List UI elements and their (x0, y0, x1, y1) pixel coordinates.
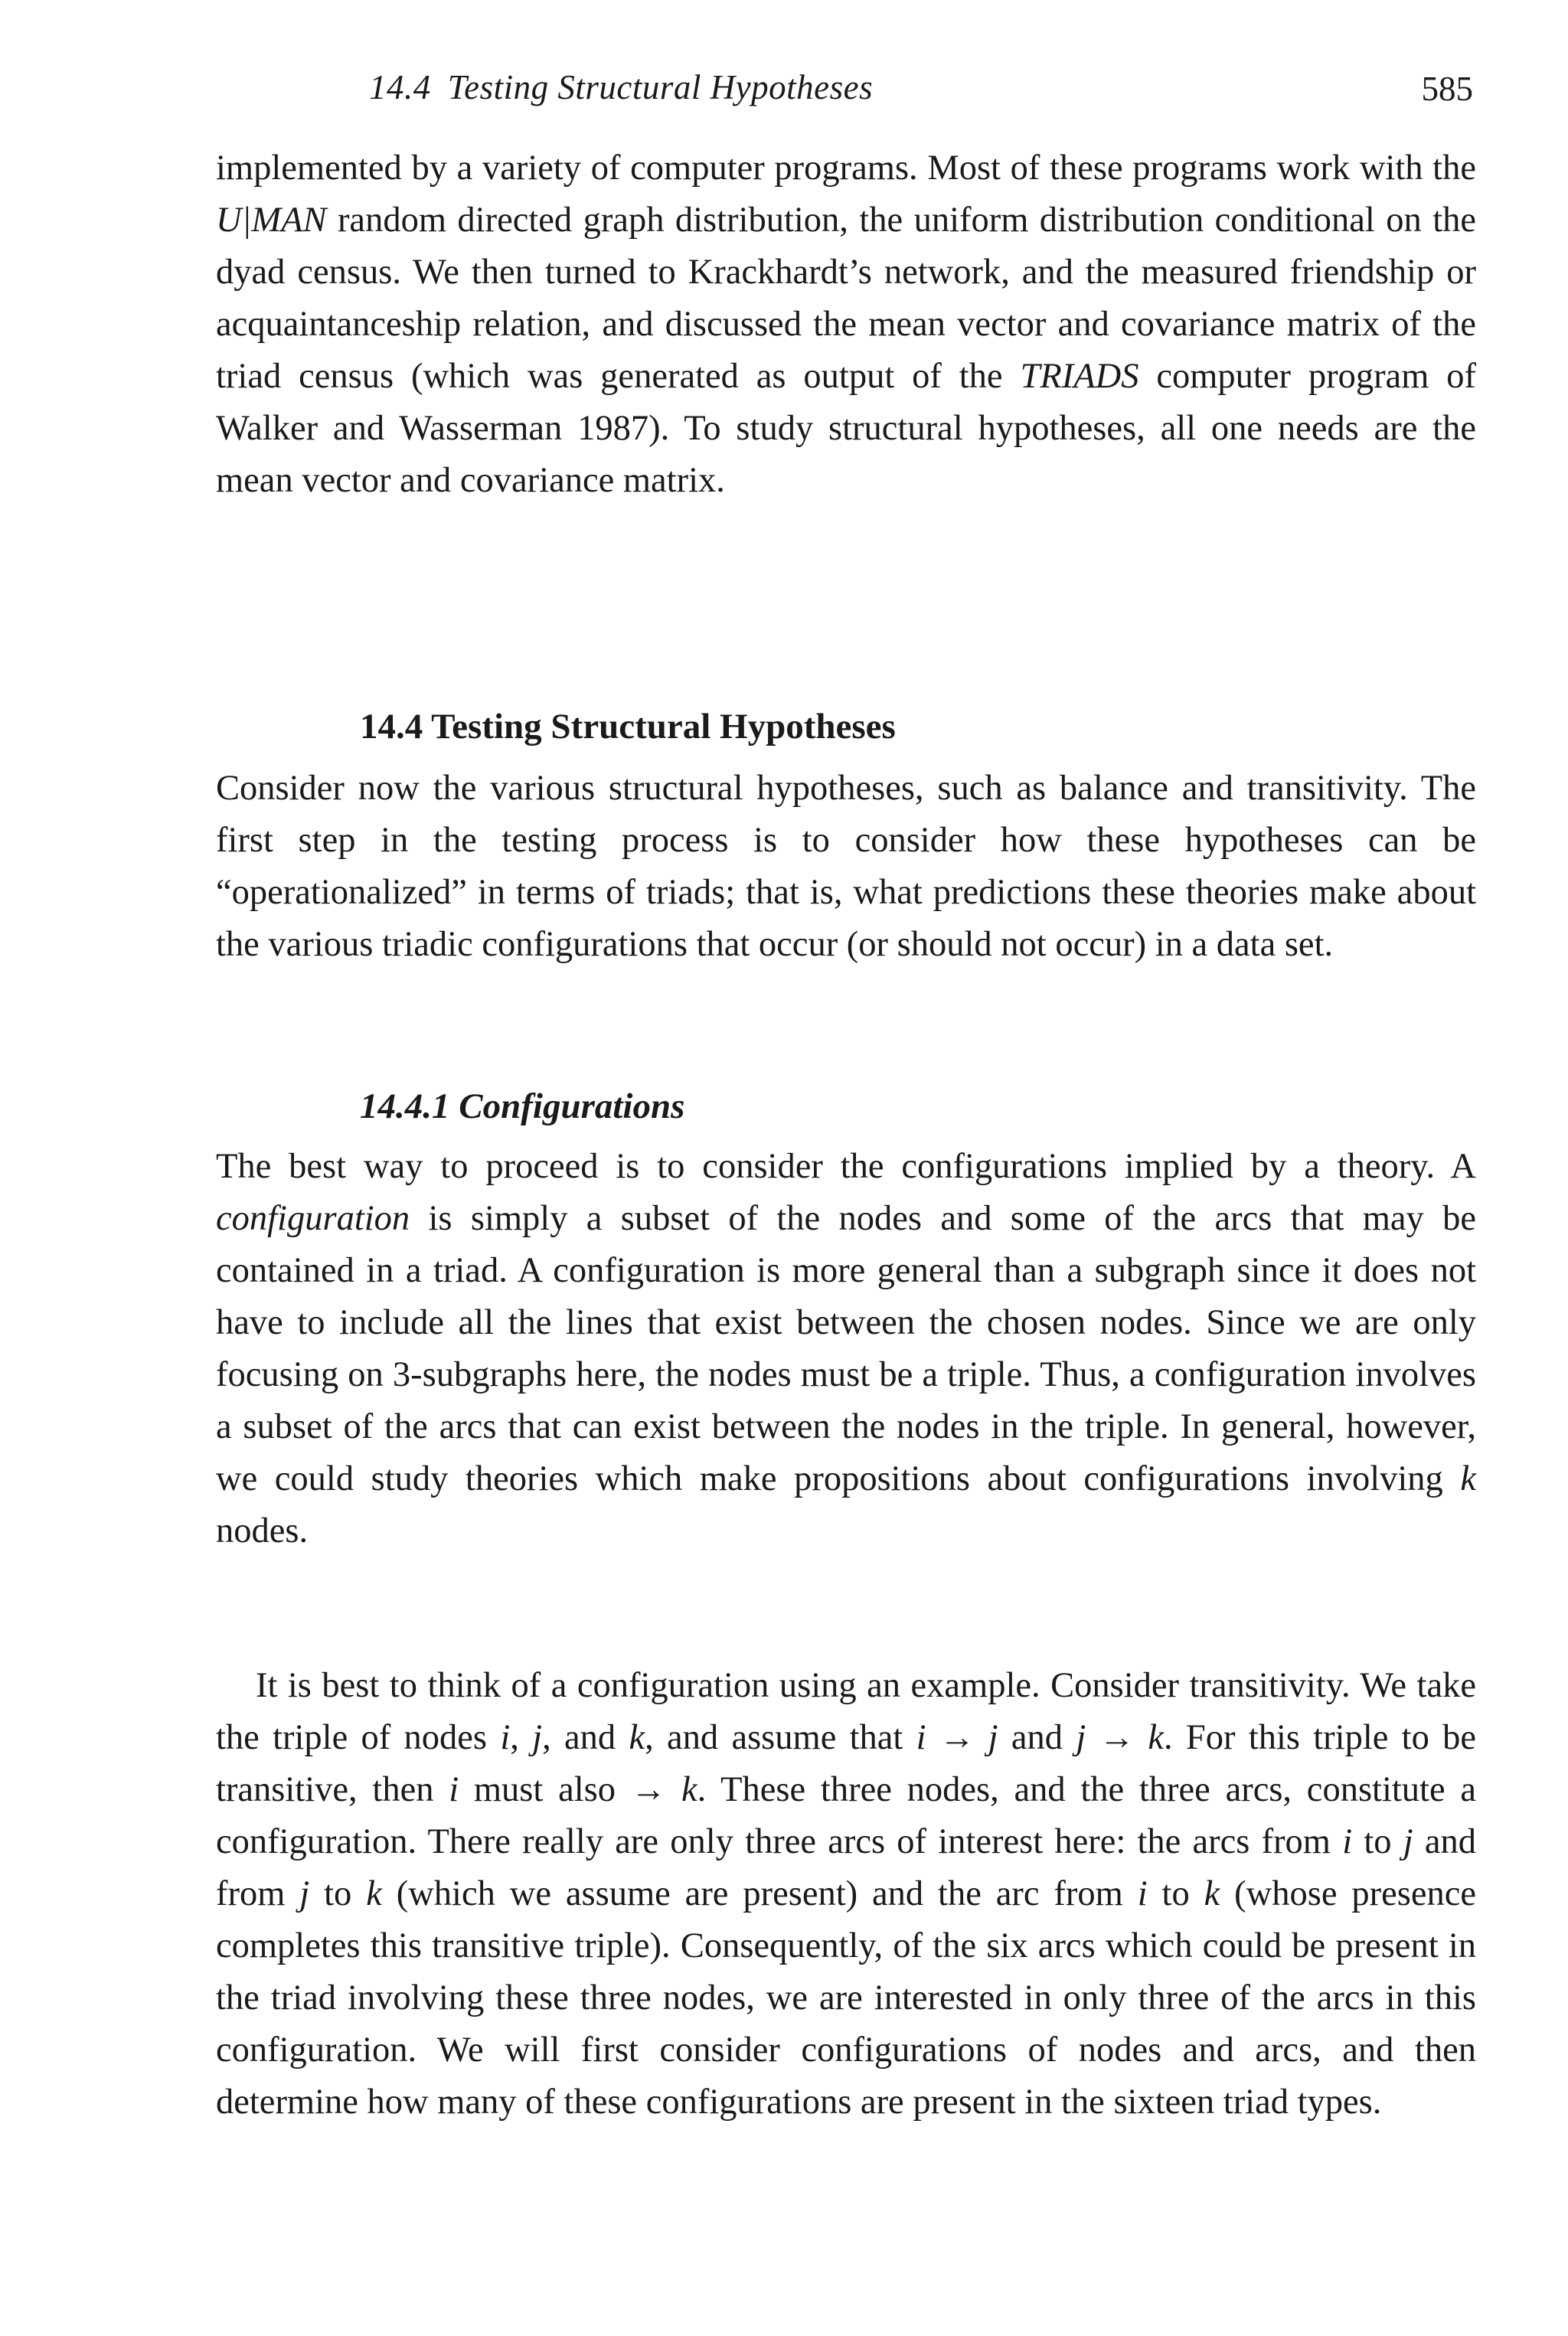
subsection-heading: 14.4.1 Configurations (360, 1086, 685, 1126)
math-variable: k (1460, 1459, 1476, 1498)
section-heading: 14.4 Testing Structural Hypotheses (360, 707, 896, 747)
running-head (369, 67, 873, 107)
math-variable: j (532, 1718, 543, 1757)
configurations-paragraph-2 (216, 1660, 1476, 2129)
text-run: random directed graph distribution, the uniform distribution conditional on the dyad census. We then turned to Krackhardt’s network, and the measured friendship or acquaintanceship relation, and discussed the mean vector and covariance matrix of the triad census (which was generated as output of the (216, 201, 1476, 396)
math-variable: k (681, 1770, 697, 1809)
text-run: nodes. (216, 1511, 309, 1550)
italic-term: U|MAN (216, 201, 327, 240)
text-run: , and (542, 1718, 629, 1757)
text-run: . For this triple to be transitive, then (216, 1718, 1477, 1809)
math-variable: i (500, 1718, 511, 1757)
section-intro-paragraph (216, 763, 1476, 971)
math-variable: k (629, 1718, 645, 1757)
text-run: computer program of Walker and Wasserman 1987). To study structural hypotheses, all one needs are the mean vector and covariance matrix. (216, 357, 1476, 500)
math-variable: k (366, 1874, 382, 1913)
paragraph-text (216, 1141, 1476, 1557)
arrow-symbol: → (1086, 1718, 1148, 1757)
text-run: . These three nodes, and the three arcs, constitute a configuration. There really are only three arcs of interest here: the arcs from (216, 1770, 1476, 1861)
text-run: implemented by a variety of computer programs. Most of these programs work with the (216, 149, 1476, 188)
text-run: to (309, 1874, 367, 1913)
math-variable: j (988, 1718, 998, 1757)
text-run: must also → (459, 1770, 681, 1809)
arrow-symbol: → (926, 1718, 988, 1757)
math-variable: i (916, 1718, 926, 1757)
math-variable: j (1403, 1822, 1413, 1861)
running-head-title: Testing Structural Hypotheses (447, 68, 874, 106)
text-run: , (510, 1718, 533, 1757)
math-variable: j (299, 1874, 310, 1913)
text-run: , and assume that (645, 1718, 916, 1757)
math-variable: j (1076, 1718, 1086, 1757)
italic-term: TRIADS (1020, 357, 1139, 396)
math-variable: k (1148, 1718, 1164, 1757)
paragraph-continuation (216, 142, 1476, 507)
text-run: (whose presence completes this transitive triple). Consequently, of the six arcs which could be present in the triad involving these three nodes, we are interested in only three of the arcs in this configuration. We will first consider configurations of nodes and arcs, and then determine how many of these configurations are present in the sixteen triad types. (216, 1874, 1477, 2122)
math-variable: i (1137, 1874, 1148, 1913)
paragraph-text (216, 142, 1476, 507)
text-run: and from (216, 1822, 1476, 1913)
text-run: and (998, 1718, 1076, 1757)
math-variable: k (1204, 1874, 1220, 1913)
text-run: to (1352, 1822, 1403, 1861)
paragraph-text: Consider now the various structural hypotheses, such as balance and transitivity. The first step in the testing process is to consider how these hypotheses can be “operationalized” in terms of triads; that is, what predictions these theories make about the various triadic configurations that occur (or should not occur) in a data set. (216, 769, 1476, 964)
math-variable: i (449, 1770, 459, 1809)
text-run: The best way to proceed is to consider the configurations implied by a theory. A (216, 1147, 1476, 1186)
italic-term: configuration (216, 1199, 410, 1238)
math-variable: i (1342, 1822, 1353, 1861)
text-run: is simply a subset of the nodes and some of the arcs that may be contained in a triad. A configuration is more general than a subgraph since it does not have to include all the lines that exist between the chosen nodes. Since we are only focusing on 3-subgraphs here, the nodes must be a triple. Thus, a configuration involves a subset of the arcs that can exist between the nodes in the triple. In general, however, we could study theories which make propositions about configurations involving (216, 1199, 1476, 1498)
text-run: (which we assume are present) and the arc from (381, 1874, 1138, 1913)
paragraph-text (216, 1660, 1476, 2129)
text-run: It is best to think of a configuration using an example. Consider transitivity. We take the triple of nodes (216, 1666, 1476, 1757)
running-head-section-number: 14.4 (369, 68, 431, 106)
text-run: to (1147, 1874, 1204, 1913)
configurations-paragraph-1 (216, 1141, 1476, 1557)
page-number: 585 (1421, 70, 1473, 108)
